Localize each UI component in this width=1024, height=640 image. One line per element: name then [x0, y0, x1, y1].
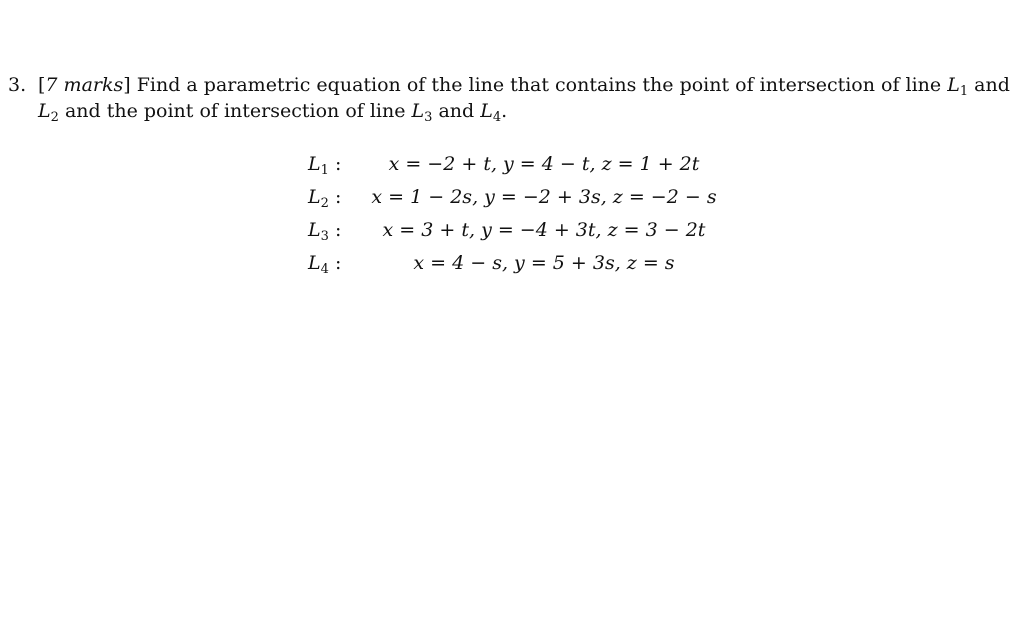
equation-row — [308, 214, 748, 247]
problem-and-1: and — [974, 74, 1010, 96]
equation-label: $L_4$ : — [308, 252, 342, 277]
line-ref-l1: $L_1$ — [947, 74, 969, 99]
equation-label: $L_1$ : — [308, 153, 342, 178]
equation-label: $L_3$ : — [308, 219, 342, 244]
marks-open-bracket: [ — [38, 74, 46, 96]
equation-expression: x = 1 − 2s, y = −2 + 3s, z = −2 − s — [371, 186, 717, 208]
equation-expression: x = −2 + t, y = 4 − t, z = 1 + 2t — [388, 153, 700, 175]
line-ref-l4: $L_4$ — [480, 100, 502, 125]
problem-text-1: Find a parametric equation of the line that contains the point of intersection of line — [136, 74, 942, 96]
problem-number: 3. — [8, 74, 27, 96]
equation-expression: x = 3 + t, y = −4 + 3t, z = 3 − 2t — [382, 219, 706, 241]
problem-and-2: and — [438, 100, 475, 122]
equation-list — [308, 148, 748, 280]
equation-row — [308, 181, 748, 214]
problem-period: . — [501, 100, 508, 122]
marks-label: 7 marks — [45, 74, 124, 96]
equation-label: $L_2$ : — [308, 186, 342, 211]
problem-text-2: and the point of intersection of line — [64, 100, 406, 122]
equation-row — [308, 247, 748, 280]
equation-row — [308, 148, 748, 181]
marks-close-bracket: ] — [123, 74, 131, 96]
problem-line-1 — [8, 72, 1008, 98]
line-ref-l3: $L_3$ — [411, 100, 433, 125]
problem-line-2 — [8, 98, 1008, 124]
equation-expression: x = 4 − s, y = 5 + 3s, z = s — [413, 252, 675, 274]
problem-statement — [8, 72, 1008, 124]
line-ref-l2: $L_2$ — [38, 100, 59, 125]
